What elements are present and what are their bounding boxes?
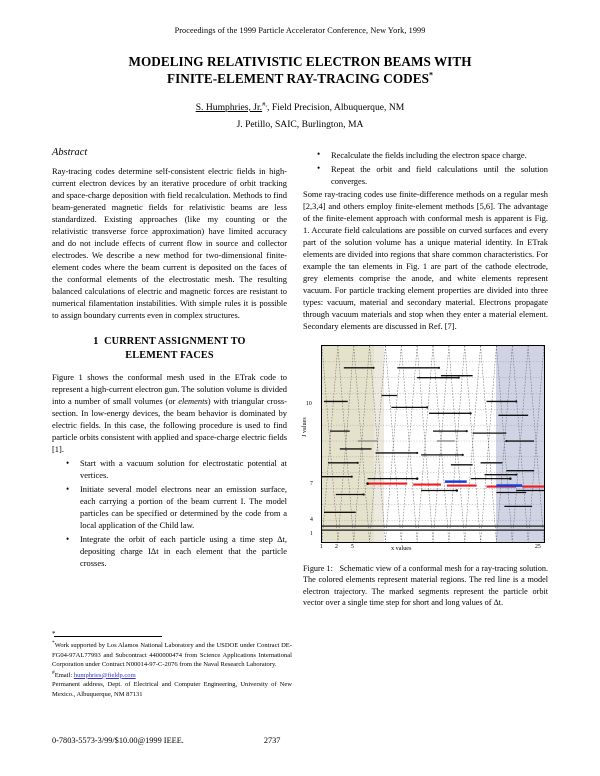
author-name-humphries: S. Humphries, Jr. <box>195 102 263 114</box>
footnote-email-label: Email: <box>54 671 73 679</box>
abstract-heading: Abstract <box>52 146 88 158</box>
section-1-number: 1 <box>93 335 99 347</box>
figure-x-tick-1: 1 <box>320 543 323 550</box>
figure-y-tick-4: 10 <box>306 400 312 407</box>
column-left <box>52 147 287 609</box>
page-title <box>52 53 548 88</box>
figure-x-tick-4: 25 <box>535 543 541 550</box>
list-item: • Integrate the orbit of each particle using a time step Δt, depositing charge IΔt in each element that the particle crosses. <box>66 533 287 569</box>
figure-1-caption <box>303 563 548 609</box>
figure-caption-text: Schematic view of a conformal mesh for a ray-tracing solution. The colored elements represent material regions. The red line is a model electron trajectory. The marked segments represent the particle orbit vector over a single time step for short and long values of Δt. <box>303 563 549 608</box>
list-item: • Recalculate the fields including the electron space charge. <box>317 149 548 161</box>
column-right <box>303 147 548 609</box>
footnote-block <box>52 630 292 699</box>
footnote-marker-hash: # <box>52 669 55 676</box>
isbn-copyright: 0-7803-5573-3/99/$10.00@1999 IEEE. <box>52 736 184 745</box>
author-affiliation-1: , Field Precision, Albuquerque, NM <box>267 102 405 114</box>
figure-x-tick-3: 5 <box>351 543 354 550</box>
figure-y-tick-1: 1 <box>310 530 313 537</box>
section-1-paragraph-1: Figure 1 shows the conformal mesh used in the ETrak code to represent a high-current electron gun. The solution volume is divided into a number of small volumes (or elements) with triangular cross-section. In low-energy devices, the beam behavior is dominated by electric fields. In this case, the following procedure is used to find particle orbits consistent with applied and space-charge electric fields [1]. <box>52 372 287 455</box>
triangular-mesh-graphic <box>322 346 544 542</box>
footnote-rule-marker: * <box>52 630 56 638</box>
section-1-title-line-2: ELEMENT FACES <box>125 349 214 361</box>
figure-1-plot <box>303 341 548 559</box>
procedure-list-right <box>303 149 548 187</box>
footnote-funding <box>52 640 292 670</box>
section-1-title-line-1: CURRENT ASSIGNMENT TO <box>104 335 246 347</box>
section-1-heading <box>52 335 287 363</box>
footnote-email-line <box>52 670 292 681</box>
title-line-2: FINITE-ELEMENT RAY-TRACING CODES <box>166 71 429 87</box>
author-line-1 <box>52 100 548 116</box>
emphasis-elements: elements <box>178 396 208 407</box>
title-line-1: MODELING RELATIVISTIC ELECTRON BEAMS WITH <box>128 54 472 69</box>
figure-y-axis-label: J values <box>301 416 308 437</box>
email-link[interactable]: humphries@fieldp.com <box>73 671 136 679</box>
two-column-body <box>52 147 548 609</box>
running-head: Proceedings of the 1999 Particle Accelerator Conference, New York, 1999 <box>174 26 426 35</box>
figure-x-tick-2: 2 <box>335 543 338 550</box>
list-item: • Repeat the orbit and field calculations until the solution converges. <box>317 163 548 187</box>
author-petillo: J. Petillo, SAIC, Burlington, MA <box>236 118 364 130</box>
footnote-rule <box>54 636 162 637</box>
abstract-body: Ray-tracing codes determine self-consistent electric fields in high-current electron devices by an iterative procedure of orbit tracking and space-charge deposition with field recalculation. Methods to find beam-generated magnetic fields for relativistic beams are less standardized. Existing approaches (like my counting or the relativistic transverse force approximation) have limited accuracy and do not include effects of current flow in source and collector electrodes. We describe a new method for two-dimensional finite-element codes where the beam current is deposited on the faces of the conformal elements of the electrostatic mesh. The resulting balanced calculations of electric and magnetic forces are resistant to numerical filamentation instabilities. With simple rules it is possible to assign boundary currents even in complex structures. <box>52 165 287 320</box>
page-number: 2737 <box>263 736 281 745</box>
page-footer <box>52 736 548 745</box>
figure-1 <box>303 341 548 609</box>
title-footnote-marker: * <box>428 71 434 81</box>
footnote-marker-star: * <box>52 640 55 646</box>
figure-caption-label: Figure 1: <box>303 563 333 573</box>
list-item: • Start with a vacuum solution for electrostatic potential at vertices. <box>66 457 287 481</box>
procedure-list-left <box>52 457 287 569</box>
figure-plot-frame <box>321 345 545 543</box>
author-line-2 <box>52 118 548 133</box>
author-footnote-markers: #, <box>262 100 268 108</box>
footnote-permanent-address: Permanent address, Dept. of Electrical and Computer Engineering, University of New Mexico., Albuquerque, NM 87131 <box>52 681 292 698</box>
footnote-funding-text: Work supported by Los Alamos National Laboratory and the USDOE under Contract DE-FG04-97AL77993 and Subcontract 4400000474 from Science Applications International Corporation under Contract N00014-97-C-2076 from the Naval Research Laboratory. <box>52 642 292 669</box>
section-1-paragraph-2: Some ray-tracing codes use finite-difference methods on a regular mesh [2,3,4] and others employ finite-element methods [5,6]. The advantage of the finite-element approach with conformal mesh is apparent is Fig. 1. Accurate field calculations are possible on curved surfaces and every part of the solution volume has a unique material identity. In ETrak elements are divided into regions that share common characteristics. For example the tan elements in Fig. 1 are part of the cathode electrode, grey elements comprise the anode, and white elements represent vacuum. For particle tracking element properties are divided into three types: vacuum, material and secondary material. Electrons propagate through vacuum materials and stop when they enter a material element. Secondary elements are discussed in Ref. [7]. <box>303 188 548 331</box>
list-item: • Initiate several model electrons near an emission surface, each carrying a portion of the beam current I. The model particles can be specified or determined by the code from a local application of the Child law. <box>66 483 287 531</box>
figure-y-tick-2: 4 <box>310 516 313 523</box>
figure-x-axis-label: x values <box>391 544 412 552</box>
figure-y-tick-3: 7 <box>310 480 313 487</box>
